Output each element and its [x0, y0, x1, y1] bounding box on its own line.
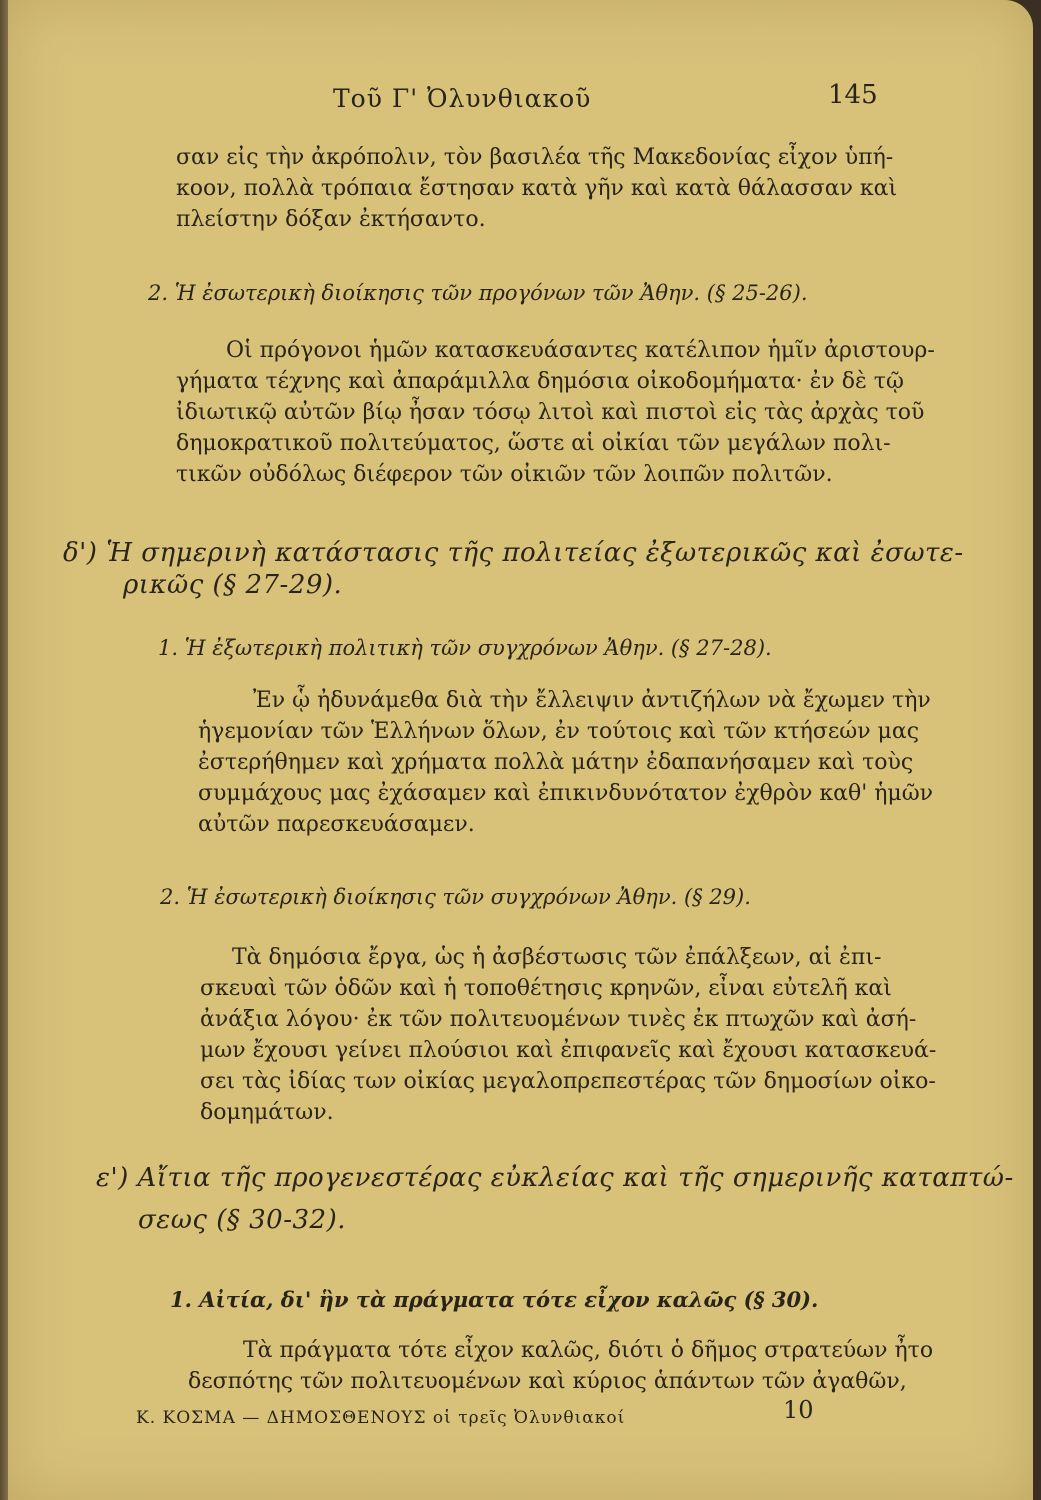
book-page — [8, 0, 1033, 1500]
text-line: ἐστερήθημεν καὶ χρήματα πολλὰ μάτην ἐδαπανήσαμεν καὶ τοὺς — [198, 750, 914, 775]
paragraph-5 — [188, 1335, 934, 1397]
text-line: τικῶν οὐδόλως διέφερον τῶν οἰκιῶν τῶν λοιπῶν πολιτῶν. — [176, 462, 833, 487]
text-line: ἀνάξια λόγου· ἐκ τῶν πολιτευομένων τινὲς ἐκ πτωχῶν καὶ ἀσή- — [200, 1007, 917, 1032]
imprint-line: Κ. ΚΟΣΜΑ — ΔΗΜΟΣΘΕΝΟΥΣ οἱ τρεῖς Ὀλυνθιακοί — [136, 1408, 626, 1428]
text-line: Τὰ πράγματα τότε εἶχον καλῶς, διότι ὁ δῆμος στρατεύων ἦτο — [243, 1338, 934, 1363]
text-line: κοον, πολλὰ τρόπαια ἔστησαν κατὰ γῆν καὶ κατὰ θάλασσαν καὶ — [176, 176, 898, 201]
signature-mark: 10 — [783, 1396, 814, 1424]
running-title: Τοῦ Γ' Ὀλυνθιακοῦ — [333, 84, 592, 113]
text-line: ἡγεμονίαν τῶν Ἑλλήνων ὅλων, ἐν τούτοις καὶ τῶν κτήσεών μας — [198, 719, 920, 744]
text-line: δομημάτων. — [200, 1100, 334, 1125]
subsection-heading: 1. Αἰτία, δι' ἣν τὰ πράγματα τότε εἶχον καλῶς (§ 30). — [170, 1287, 819, 1312]
page-number: 145 — [828, 80, 878, 110]
text-line: αὐτῶν παρεσκευάσαμεν. — [198, 812, 475, 837]
text-line: δημοκρατικοῦ πολιτεύματος, ὥστε αἱ οἰκίαι τῶν μεγάλων πολι- — [176, 431, 891, 456]
subsection-heading: 1. Ἡ ἐξωτερικὴ πολιτικὴ τῶν συγχρόνων Ἀθην. (§ 27-28). — [158, 636, 772, 660]
subsection-heading: 2. Ἡ ἐσωτερικὴ διοίκησις τῶν προγόνων τῶν Ἀθην. (§ 25-26). — [148, 281, 808, 305]
paragraph-2 — [176, 335, 935, 490]
text-line: σκευαὶ τῶν ὁδῶν καὶ ἡ τοποθέτησις κρηνῶν, εἶναι εὐτελῆ καὶ — [200, 976, 892, 1001]
text-line: μων ἔχουσι γείνει πλούσιοι καὶ ἐπιφανεῖς καὶ ἔχουσι κατασκευά- — [200, 1038, 937, 1063]
text-line: γήματα τέχνης καὶ ἀπαράμιλλα δημόσια οἰκοδομήματα· ἐν δὲ τῷ — [176, 369, 904, 394]
paragraph-3 — [198, 685, 934, 840]
text-line: δεσπότης τῶν πολιτευομένων καὶ κύριος ἁπάντων τῶν ἀγαθῶν, — [188, 1369, 907, 1394]
text-line: συμμάχους μας ἐχάσαμεν καὶ ἐπικινδυνότατον ἐχθρὸν καθ' ἡμῶν — [198, 781, 934, 806]
paragraph-4 — [200, 942, 937, 1128]
section-heading-d: δ') Ἡ σημερινὴ κατάστασις τῆς πολιτείας ἐξωτερικῶς καὶ ἐσωτε- — [63, 538, 964, 568]
section-heading-e: ε') Αἴτια τῆς προγενεστέρας εὐκλείας καὶ τῆς σημερινῆς καταπτώ- — [96, 1163, 1014, 1193]
text-line: Οἱ πρόγονοι ἡμῶν κατασκευάσαντες κατέλιπον ἡμῖν ἀριστουρ- — [226, 338, 935, 363]
text-line: σει τὰς ἰδίας των οἰκίας μεγαλοπρεπεστέρας τῶν δημοσίων οἰκο- — [200, 1069, 936, 1094]
text-line: σαν εἰς τὴν ἀκρόπολιν, τὸν βασιλέα τῆς Μακεδονίας εἶχον ὑπή- — [176, 145, 894, 170]
text-line: πλείστην δόξαν ἐκτήσαντο. — [176, 207, 486, 232]
section-heading-e-cont: σεως (§ 30-32). — [138, 1205, 346, 1235]
paragraph-1 — [176, 142, 898, 235]
text-line: ἰδιωτικῷ αὐτῶν βίῳ ἦσαν τόσῳ λιτοὶ καὶ πιστοὶ εἰς τὰς ἀρχὰς τοῦ — [176, 400, 925, 425]
section-heading-d-cont: ρικῶς (§ 27-29). — [123, 570, 343, 600]
subsection-heading: 2. Ἡ ἐσωτερικὴ διοίκησις τῶν συγχρόνων Ἀθην. (§ 29). — [160, 885, 751, 909]
text-line: Ἐν ᾧ ἠδυνάμεθα διὰ τὴν ἔλλειψιν ἀντιζήλων νὰ ἔχωμεν τὴν — [253, 688, 931, 713]
text-line: Τὰ δημόσια ἔργα, ὡς ἡ ἀσβέστωσις τῶν ἐπάλξεων, αἱ ἐπι- — [232, 945, 882, 970]
